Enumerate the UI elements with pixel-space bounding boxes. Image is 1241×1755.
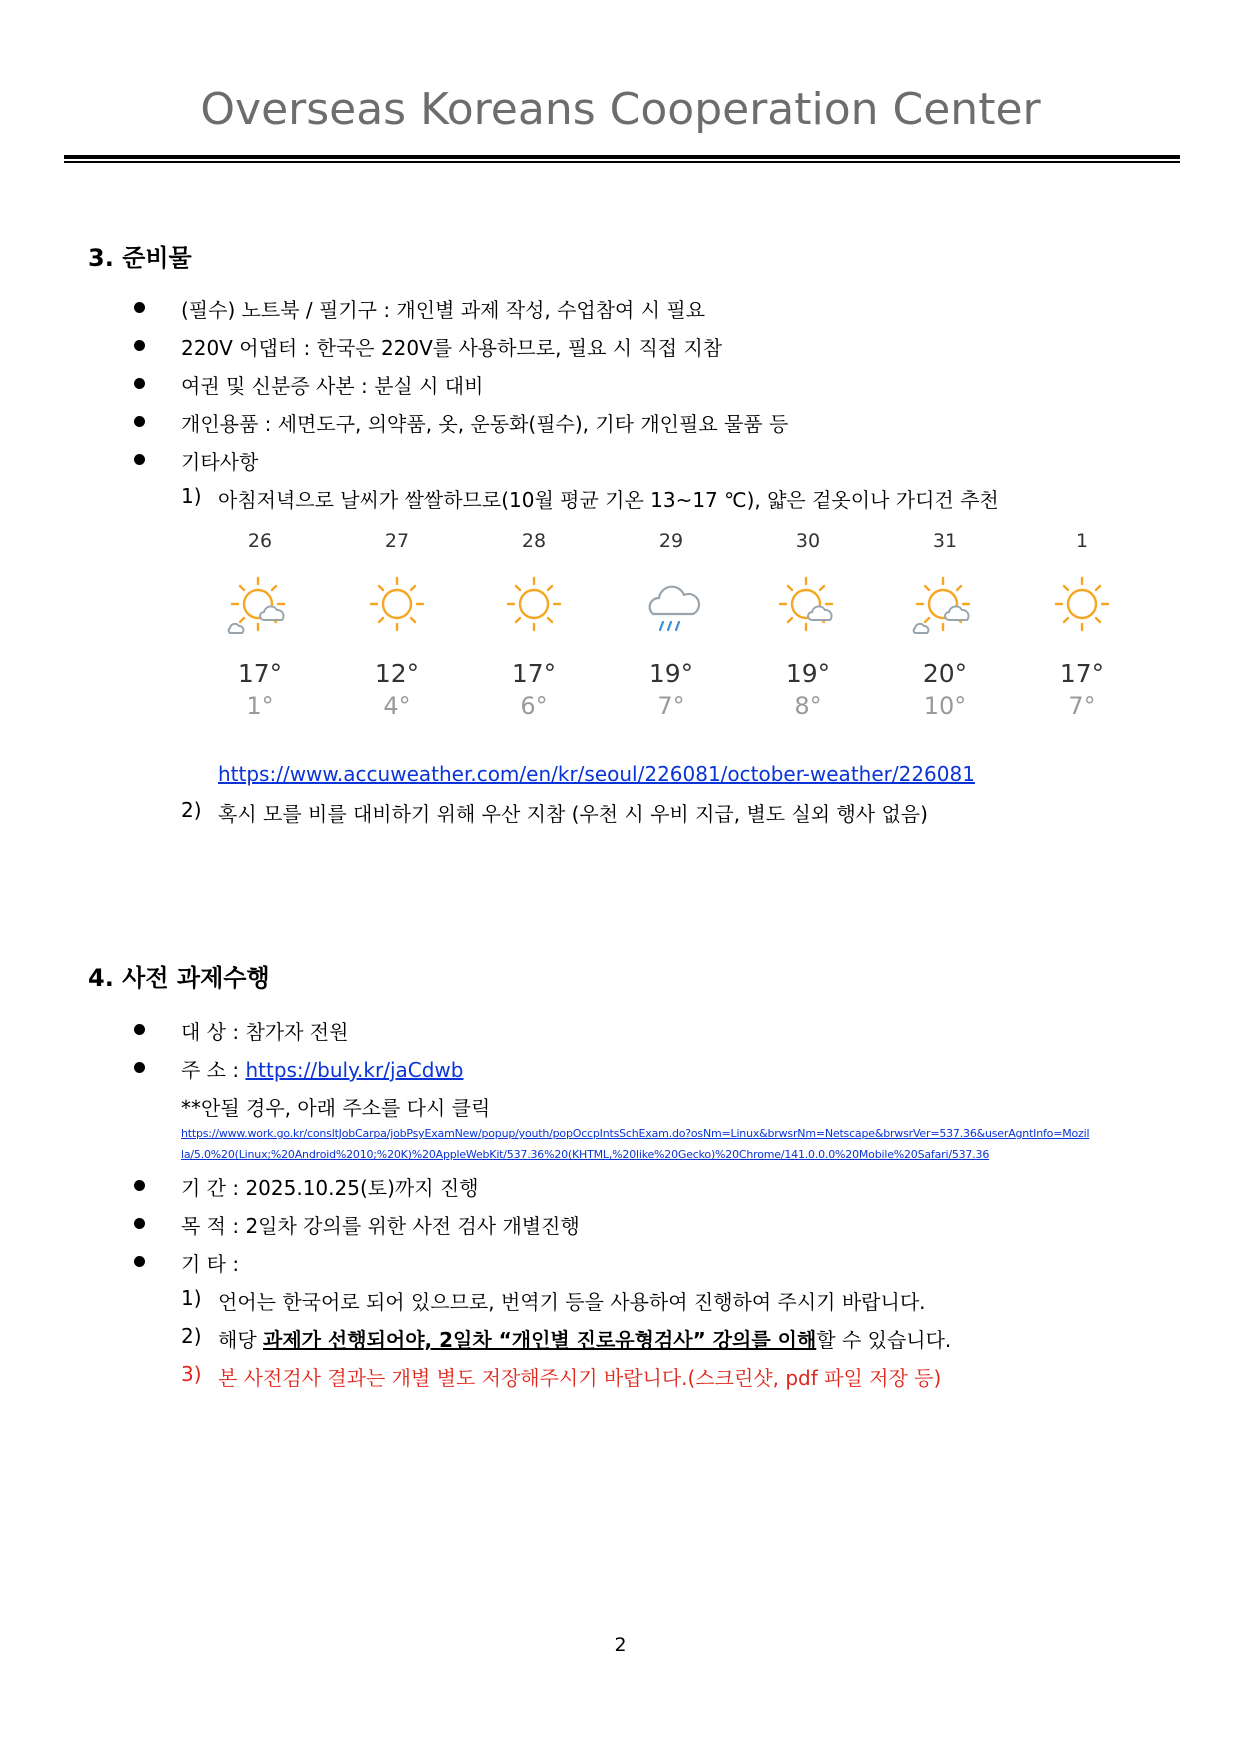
forecast-date: 29	[658, 530, 684, 552]
forecast-high: 17°	[237, 659, 283, 688]
bullet-icon	[134, 378, 145, 389]
prerequisite-emphasis: 과제가 선행되어야, 2일차 “개인별 진로유형검사” 강의를 이해	[263, 1328, 817, 1352]
forecast-low: 6°	[520, 692, 548, 720]
long-url-line-1[interactable]: https://www.work.go.kr/consltJobCarpa/jobPsyExamNew/popup/youth/popOccpIntsSchExam.do?osNm=Linux&brwsrNm=Netscape&brwsrVer=537.36&userAgntInfo=Mozil	[181, 1127, 1090, 1140]
forecast-day	[631, 528, 711, 722]
bullet-icon	[134, 1218, 145, 1229]
page-header-title: Overseas Koreans Cooperation Center	[200, 84, 1041, 135]
forecast-high: 19°	[785, 659, 831, 688]
forecast-low: 4°	[383, 692, 411, 720]
target-label: 대 상 :	[181, 1020, 246, 1044]
bullet-icon	[134, 1024, 145, 1035]
bullet-icon	[134, 1256, 145, 1267]
forecast-high: 12°	[374, 659, 420, 688]
prerequisite-note	[218, 1324, 951, 1353]
partly-cloudy-sun-icon	[768, 568, 848, 648]
forecast-low: 1°	[246, 692, 274, 720]
fallback-note: **안될 경우, 아래 주소를 다시 클릭	[181, 1096, 491, 1120]
target-row	[181, 1016, 348, 1045]
save-results-warning: 본 사전검사 결과는 개별 별도 저장해주시기 바랍니다.(스크린샷, pdf 파일 저장 등)	[218, 1366, 942, 1390]
bullet-icon	[134, 416, 145, 427]
sun-icon	[357, 568, 437, 648]
weather-advice: 아침저녁으로 날씨가 쌀쌀하므로(10월 평균 기온 13~17 ℃), 얇은 겉옷이나 가디건 추천	[218, 488, 999, 512]
partly-cloudy-sun-icon	[905, 568, 985, 648]
page-number: 2	[614, 1634, 627, 1656]
forecast-high: 20°	[922, 659, 968, 688]
list-number: 3)	[181, 1362, 202, 1386]
section-3-bullet-etc: 기타사항	[181, 450, 259, 474]
language-note: 언어는 한국어로 되어 있으므로, 번역기 등을 사용하여 진행하여 주시기 바랍니다.	[218, 1290, 926, 1314]
list-number: 1)	[181, 484, 202, 508]
prerequisite-post: 할 수 있습니다.	[816, 1328, 952, 1352]
forecast-day	[768, 528, 848, 722]
forecast-day	[905, 528, 985, 722]
forecast-date: 1	[1075, 530, 1089, 552]
forecast-date: 28	[521, 530, 547, 552]
section-4-heading: 4. 사전 과제수행	[88, 964, 270, 992]
bullet-icon	[134, 1180, 145, 1191]
address-link[interactable]: https://buly.kr/jaCdwb	[245, 1058, 464, 1082]
forecast-high: 17°	[511, 659, 557, 688]
bullet-icon	[134, 340, 145, 351]
period-label: 기 간 :	[181, 1176, 246, 1200]
forecast-low: 8°	[794, 692, 822, 720]
forecast-high: 19°	[648, 659, 694, 688]
header-divider-thin	[64, 161, 1180, 163]
purpose-label: 목 적 :	[181, 1214, 246, 1238]
forecast-date: 26	[247, 530, 273, 552]
header-divider-thick	[64, 155, 1180, 159]
forecast-day	[1042, 528, 1122, 722]
partly-cloudy-sun-icon	[220, 568, 300, 648]
bullet-icon	[134, 454, 145, 465]
long-url-line-2[interactable]: la/5.0%20(Linux;%20Android%2010;%20K)%20AppleWebKit/537.36%20(KHTML,%20like%20Gecko)%20Chrome/141.0.0.0%20Mobile%20Safari/537.36	[181, 1148, 990, 1161]
weather-forecast	[220, 528, 1120, 738]
etc-label: 기 타 :	[181, 1252, 240, 1276]
section-3-bullet-adapter: 220V 어댑터 : 한국은 220V를 사용하므로, 필요 시 직접 지참	[181, 336, 723, 360]
forecast-date: 31	[932, 530, 958, 552]
accuweather-link[interactable]: https://www.accuweather.com/en/kr/seoul/226081/october-weather/226081	[218, 762, 975, 786]
bullet-icon	[134, 1062, 145, 1073]
sun-icon	[1042, 568, 1122, 648]
forecast-date: 27	[384, 530, 410, 552]
forecast-high: 17°	[1059, 659, 1105, 688]
forecast-low: 10°	[923, 692, 967, 720]
umbrella-advice: 혹시 모를 비를 대비하기 위해 우산 지참 (우천 시 우비 지급, 별도 실외 행사 없음)	[218, 802, 928, 826]
purpose-value: 2일차 강의를 위한 사전 검사 개별진행	[245, 1214, 580, 1238]
section-3-bullet-notebook: (필수) 노트북 / 필기구 : 개인별 과제 작성, 수업참여 시 필요	[181, 298, 706, 322]
address-label: 주 소 :	[181, 1058, 246, 1082]
target-value: 참가자 전원	[245, 1020, 349, 1044]
section-3-bullet-personal-items: 개인용품 : 세면도구, 의약품, 옷, 운동화(필수), 기타 개인필요 물품 등	[181, 412, 789, 436]
list-number: 1)	[181, 1286, 202, 1310]
period-row	[181, 1172, 479, 1201]
address-row	[181, 1054, 463, 1083]
sun-icon	[494, 568, 574, 648]
forecast-date: 30	[795, 530, 821, 552]
prerequisite-pre: 해당	[218, 1328, 263, 1352]
period-value: 2025.10.25(토)까지 진행	[245, 1176, 479, 1200]
forecast-low: 7°	[657, 692, 685, 720]
section-3-heading: 3. 준비물	[88, 244, 192, 272]
forecast-day	[494, 528, 574, 722]
list-number: 2)	[181, 798, 202, 822]
forecast-day	[357, 528, 437, 722]
list-number: 2)	[181, 1324, 202, 1348]
section-3-bullet-passport: 여권 및 신분증 사본 : 분실 시 대비	[181, 374, 484, 398]
purpose-row	[181, 1210, 580, 1239]
forecast-low: 7°	[1068, 692, 1096, 720]
bullet-icon	[134, 302, 145, 313]
forecast-day	[220, 528, 300, 722]
rain-cloud-icon	[631, 568, 711, 648]
